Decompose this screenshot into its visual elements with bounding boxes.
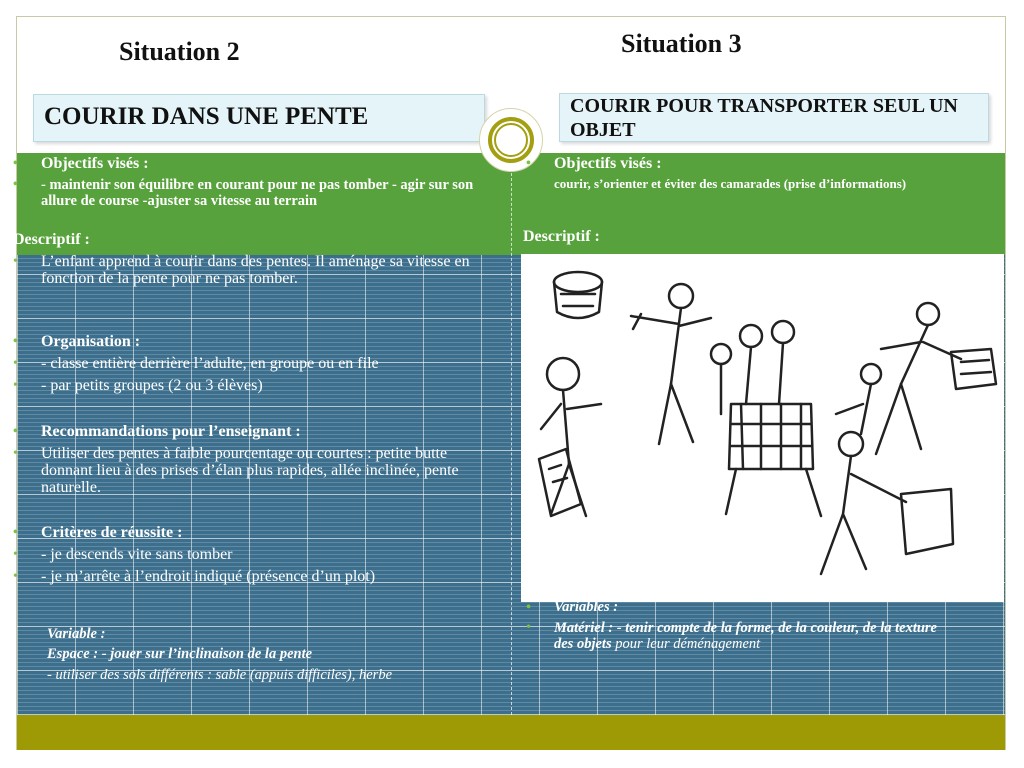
left-objectifs-title: • Objectifs visés : — [17, 155, 149, 172]
left-descriptif-text: • L’enfant apprend à courir dans des pentes. Il aménage sa vitesse en fonction de la pente pour ne pas tomber. — [17, 253, 471, 287]
children-carrying-objects-drawing — [521, 254, 1004, 602]
left-objectifs-text: • - maintenir son équilibre en courant pour ne pas tomber - agir sur son allure de course -ajuster sa vitesse au terrain — [17, 177, 486, 209]
left-organisation-item-1: • - classe entière derrière l’adulte, en groupe ou en file — [17, 355, 379, 372]
right-objectifs-text: courir, s’orienter et éviter des camarades (prise d’informations) — [554, 176, 907, 191]
footer-bar — [17, 715, 1005, 750]
situation-2-title: Situation 2 — [119, 37, 240, 66]
right-materiel — [530, 620, 954, 652]
left-criteres-item-2: • - je m’arrête à l’endroit indiqué (présence d’un plot) — [17, 568, 375, 585]
situation-3-title: Situation 3 — [621, 29, 742, 58]
left-recommandations-text: • Utiliser des pentes à faible pourcentage ou courtes : petite butte donnant lieu à des prises d’élan plus rapides, allée inclinée, pente naturelle. — [17, 445, 476, 496]
column-divider — [511, 153, 512, 715]
left-recommandations-title: • Recommandations pour l’enseignant : — [17, 423, 301, 440]
left-variable-espace: Espace : - jouer sur l’inclinaison de la pente — [47, 646, 313, 662]
right-variables-title: • Variables : — [530, 599, 618, 616]
left-variable-title: Variable : — [47, 626, 106, 642]
left-organisation-item-2: • - par petits groupes (2 ou 3 élèves) — [17, 377, 263, 394]
left-descriptif-title: Descriptif : — [13, 231, 90, 248]
right-header-box — [559, 93, 989, 142]
left-header-text: COURIR DANS UNE PENTE — [44, 103, 369, 130]
right-header-text: COURIR POUR TRANSPORTER SEUL UN OBJET — [570, 95, 958, 141]
left-variable-sols: - utiliser des sols différents : sable (appuis difficiles), herbe — [47, 667, 393, 683]
left-criteres-title: • Critères de réussite : — [17, 524, 182, 541]
right-objectifs-title: • Objectifs visés : — [530, 155, 662, 172]
left-organisation-title: • Organisation : — [17, 333, 140, 350]
right-materiel-bold: Matériel : - tenir compte de la forme, de la couleur, de la texture des objets — [554, 620, 937, 652]
right-materiel-rest: pour leur déménagement — [611, 636, 761, 652]
right-descriptif-title: Descriptif : — [523, 228, 600, 245]
left-header-box — [33, 94, 485, 142]
left-criteres-item-1: • - je descends vite sans tomber — [17, 546, 233, 563]
